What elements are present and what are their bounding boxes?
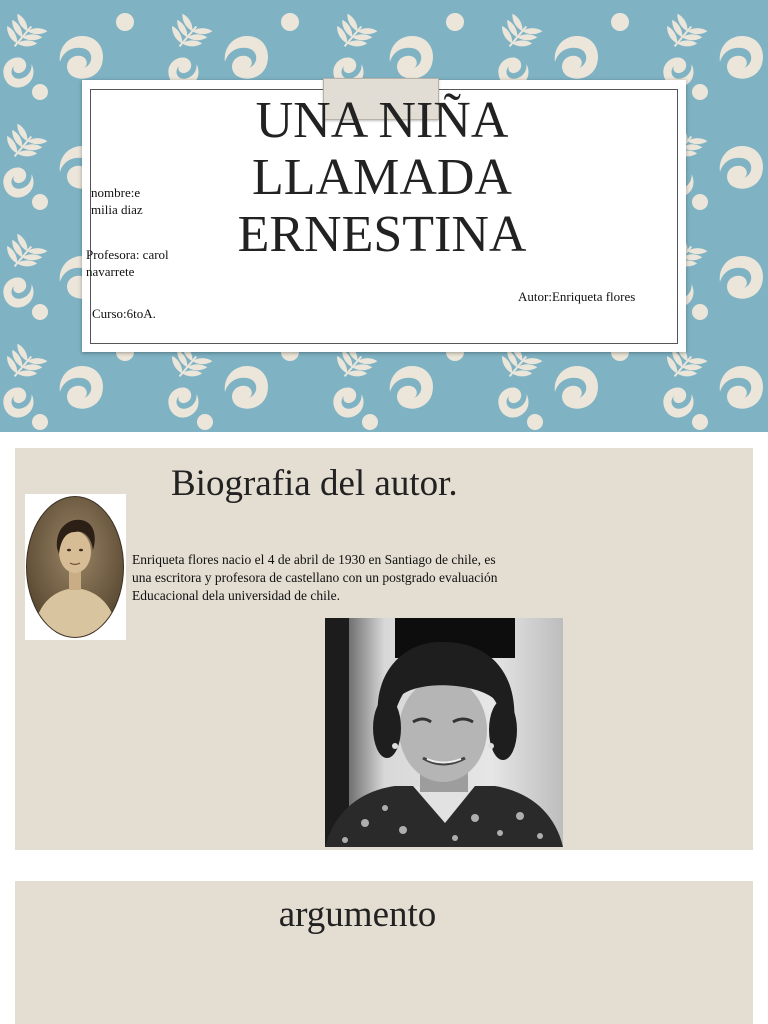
biography-slide (15, 448, 753, 850)
argument-title: argumento (278, 894, 437, 935)
sepia-portrait-image (25, 494, 126, 640)
biography-title: Biografia del autor. (171, 463, 458, 504)
book-author: Autor:Enriqueta flores (518, 289, 636, 304)
title-line: UNA NIÑA (255, 92, 509, 149)
title-card (82, 80, 686, 352)
title-slide (0, 0, 768, 432)
slide-title (212, 92, 552, 263)
title-line: ERNESTINA (237, 206, 527, 263)
student-name: nombre:e milia diaz (91, 185, 143, 217)
biography-text: Enriqueta flores nacio el 4 de abril de 1930 en Santiago de chile, es una escritora y profesora de castellano con un postgrado evaluación Educacional dela universidad de chile. (132, 552, 498, 603)
course: Curso:6toA. (92, 306, 156, 321)
title-line: LLAMADA (252, 149, 512, 206)
argument-slide (15, 881, 753, 1024)
bw-portrait-image (325, 618, 563, 847)
teacher-name: Profesora: carol navarrete (86, 247, 169, 279)
